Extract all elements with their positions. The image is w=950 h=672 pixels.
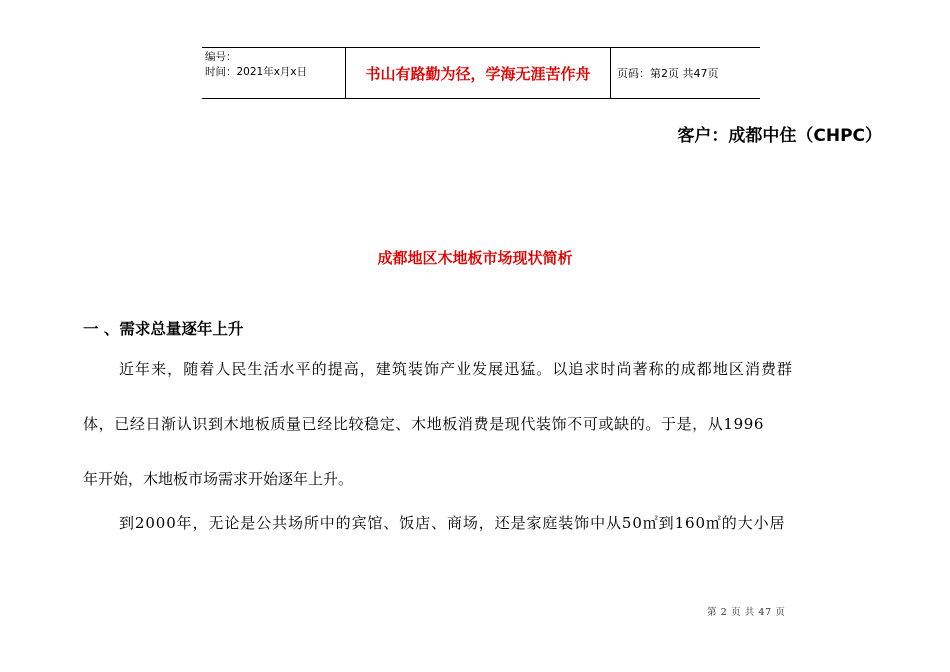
paragraph-line: 到2000年，无论是公共场所中的宾馆、饭店、商场，还是家庭装饰中从50㎡到160㎡的大小居 xyxy=(119,514,786,532)
header-page-info xyxy=(611,48,760,98)
paragraph-line: 近年来，随着人民生活水平的提高，建筑装饰产业发展迅猛。以追求时尚著称的成都地区消费群 xyxy=(119,360,794,378)
client-label: 客户：成都中住（CHPC） xyxy=(677,126,882,146)
paragraph-line: 年开始，木地板市场需求开始逐年上升。 xyxy=(83,470,354,488)
page-info-text: 页码：第2页 共47页 xyxy=(617,67,719,80)
header-meta xyxy=(202,48,345,98)
document-time: 时间：2021年x月x日 xyxy=(205,66,308,78)
document-header xyxy=(202,47,760,99)
document-title: 成都地区木地板市场现状简析 xyxy=(377,249,573,267)
page-footer: 第 2 页 共 47 页 xyxy=(707,607,786,618)
header-motto xyxy=(345,48,611,98)
section-heading: 一 、需求总量逐年上升 xyxy=(83,320,244,338)
paragraph-line: 体，已经日渐认识到木地板质量已经比较稳定、木地板消费是现代装饰不可或缺的。于是，从1996 xyxy=(83,415,765,433)
motto-text: 书山有路勤为径，学海无涯苦作舟 xyxy=(365,64,591,83)
document-number-label: 编号： xyxy=(205,51,237,63)
